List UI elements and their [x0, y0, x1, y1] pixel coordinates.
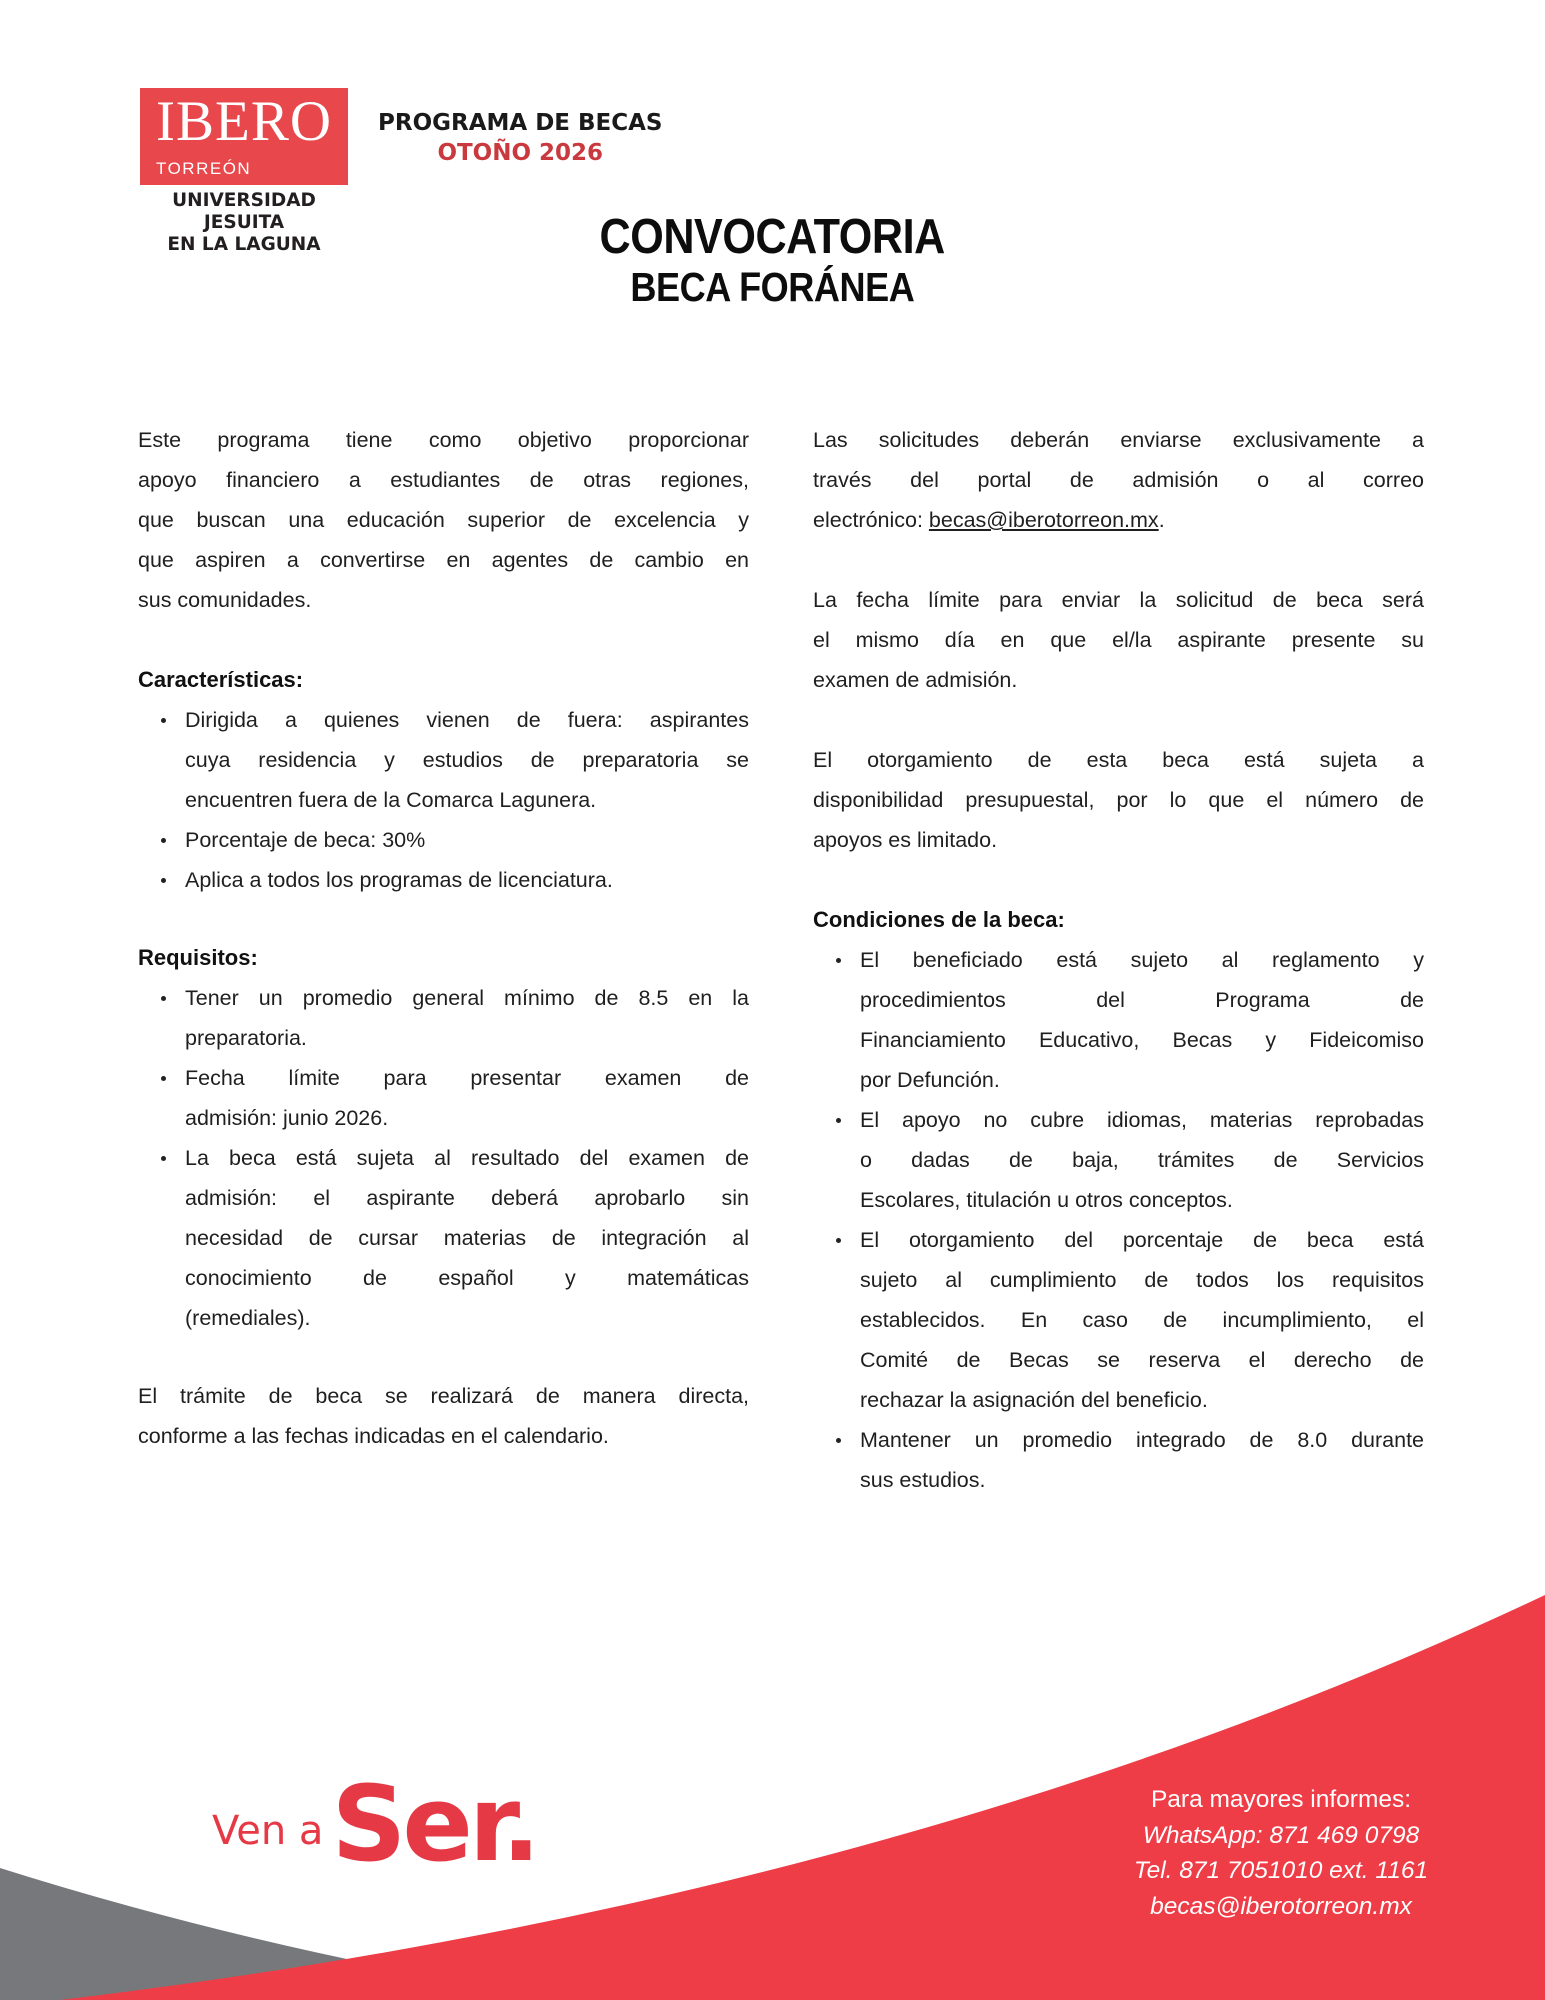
list-item: Fecha límite para presentar examen de admisión: junio 2026.	[138, 1058, 749, 1138]
ven-a-text: Ven a	[212, 1808, 324, 1854]
document-titles	[0, 210, 1545, 310]
intro-paragraph: Este programa tiene como objetivo proporcionar apoyo financiero a estudiantes de otras regiones, que buscan una educación superior de excelencia y que aspiren a convertirse en agentes de cambio en sus comunidades.	[138, 428, 749, 612]
requisitos-list	[138, 978, 749, 1338]
contact-whatsapp: WhatsApp: 871 469 0798	[1142, 1821, 1420, 1849]
paragraph-line: Las solicitudes deberán enviarse exclusivamente a	[813, 428, 1424, 452]
contact-heading: Para mayores informes:	[1150, 1786, 1412, 1813]
list-item: Tener un promedio general mínimo de 8.5 en la preparatoria.	[138, 978, 749, 1058]
ven-a-ser-logo	[212, 1763, 537, 1885]
list-item: El apoyo no cubre idiomas, materias reprobadas o dadas de baja, trámites de Servicios Escolares, titulación u otros conceptos.	[813, 1100, 1424, 1220]
list-item: Porcentaje de beca: 30%	[138, 820, 749, 860]
email-prefix: electrónico:	[813, 508, 929, 532]
requisitos-heading: Requisitos:	[138, 945, 258, 970]
list-item: El beneficiado está sujeto al reglamento y procedimientos del Programa de Financiamiento Educativo, Becas y Fideicomiso por Defunción.	[813, 940, 1424, 1100]
university-subtitle-line2: EN LA LAGUNA	[167, 234, 321, 255]
university-subtitle-line1: UNIVERSIDAD JESUITA	[172, 190, 316, 233]
content-columns	[138, 420, 1424, 1500]
left-column	[138, 420, 749, 1500]
contact-info	[1051, 1782, 1511, 1924]
program-header	[378, 108, 663, 168]
condiciones-heading: Condiciones de la beca:	[813, 907, 1065, 932]
list-item: Dirigida a quienes vienen de fuera: aspirantes cuya residencia y estudios de preparatoria se encuentren fuera de la Comarca Lagunera.	[138, 700, 749, 820]
email-suffix: .	[1158, 508, 1165, 532]
page-title: CONVOCATORIA	[599, 210, 946, 264]
paragraph-line	[813, 500, 1424, 540]
caracteristicas-list	[138, 700, 749, 900]
ibero-logo-box	[140, 88, 348, 185]
ibero-wordmark: IBERO	[156, 90, 332, 153]
program-term: OTOÑO 2026	[437, 140, 604, 166]
email-link[interactable]: becas@iberotorreon.mx	[928, 508, 1159, 532]
program-name: PROGRAMA DE BECAS	[378, 110, 663, 136]
otorgamiento-paragraph: El otorgamiento de esta beca está sujeta a disponibilidad presupuestal, por lo que el número de apoyos es limitado.	[813, 748, 1424, 852]
list-item: Aplica a todos los programas de licenciatura.	[138, 860, 749, 900]
right-column	[813, 420, 1424, 1500]
contact-email: becas@iberotorreon.mx	[1150, 1892, 1412, 1920]
caracteristicas-heading: Características:	[138, 667, 304, 692]
list-item: La beca está sujeta al resultado del examen de admisión: el aspirante deberá aprobarlo sin necesidad de cursar materias de integración al conocimiento de español y matemáticas (remediales).	[138, 1138, 749, 1338]
paragraph-line: través del portal de admisión o al correo	[813, 468, 1424, 492]
ser-text: Ser.	[331, 1763, 537, 1885]
list-item: Mantener un promedio integrado de 8.0 durante sus estudios.	[813, 1420, 1424, 1500]
contact-phone: Tel. 871 7051010 ext. 1161	[1133, 1857, 1429, 1884]
condiciones-list	[813, 940, 1424, 1500]
page-subtitle: BECA FORÁNEA	[630, 264, 915, 310]
torreon-label: TORREÓN	[156, 159, 252, 178]
fecha-limite-paragraph: La fecha límite para enviar la solicitud de beca será el mismo día en que el/la aspirante presente su examen de admisión.	[813, 588, 1424, 692]
solicitudes-paragraph	[813, 420, 1424, 540]
list-item: El otorgamiento del porcentaje de beca está sujeto al cumplimiento de todos los requisitos establecidos. En caso de incumplimiento, el Comité de Becas se reserva el derecho de rechazar la asignación del beneficio.	[813, 1220, 1424, 1420]
closing-paragraph: El trámite de beca se realizará de manera directa, conforme a las fechas indicadas en el calendario.	[138, 1384, 749, 1448]
